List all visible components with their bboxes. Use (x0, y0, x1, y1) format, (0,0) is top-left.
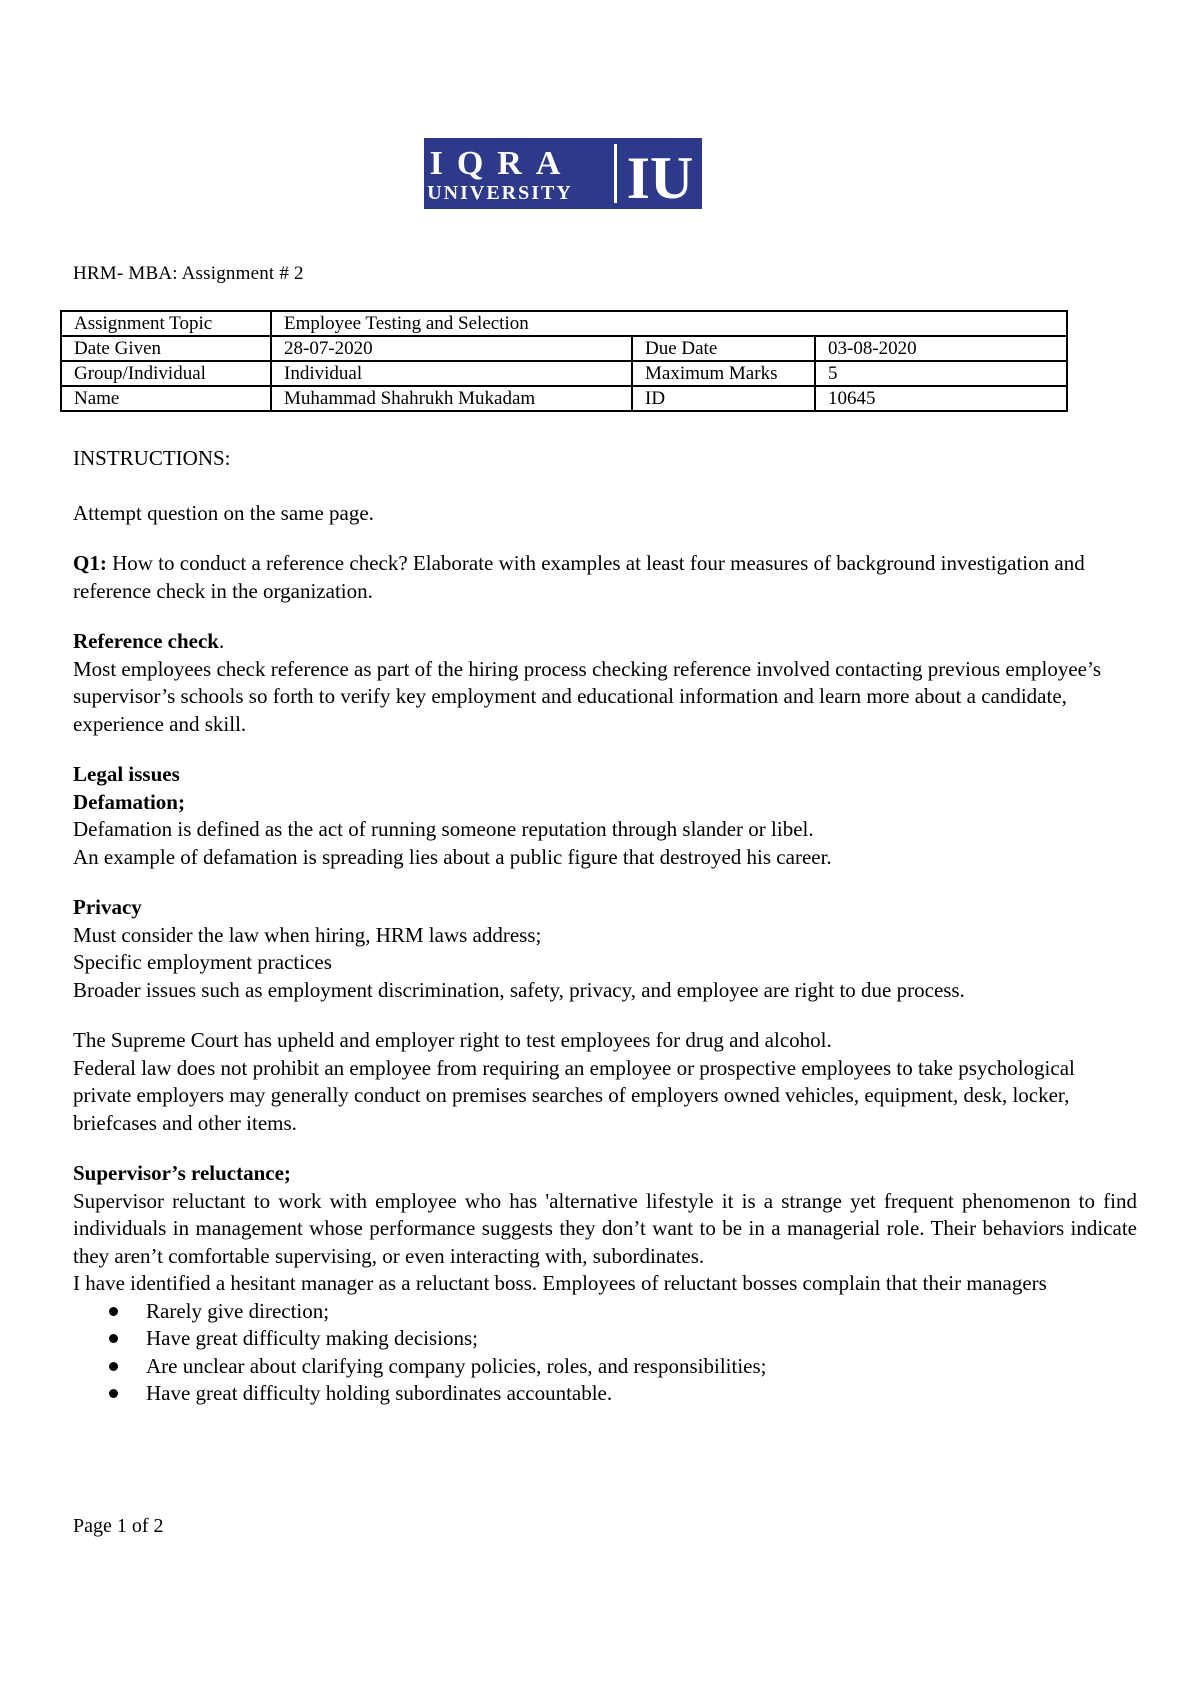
list-item (73, 1325, 1137, 1353)
question-text: How to conduct a reference check? Elaborate with examples at least four measures of background investigation and reference check in the organization. (73, 551, 1085, 603)
table-cell-label: Group/Individual (61, 361, 271, 386)
reluctance-paragraph: Supervisor reluctant to work with employee who has 'alternative lifestyle it is a strange yet frequent phenomenon to find individuals in management whose performance suggests they don’t want to be in a managerial role. Their behaviors indicate they aren’t comfortable supervising, or even interacting with, subordinates. (73, 1188, 1137, 1268)
question-label: Q1: (73, 551, 107, 575)
reference-check-heading (73, 628, 1137, 656)
privacy-line: The Supreme Court has upheld and employer right to test employees for drug and alcohol. (73, 1028, 832, 1052)
reluctance-bullet-list (73, 1298, 1137, 1408)
list-item-text: Have great difficulty making decisions; (146, 1326, 479, 1350)
list-item (73, 1298, 1137, 1326)
reference-check-heading-text: Reference check (73, 629, 219, 653)
logo-word-iqra: IQRA (429, 145, 575, 182)
table-cell-value: 03-08-2020 (815, 336, 1067, 361)
list-item-text: Have great difficulty holding subordinates accountable. (146, 1381, 613, 1405)
privacy-line: Must consider the law when hiring, HRM laws address; (73, 922, 542, 947)
table-cell-label: Maximum Marks (632, 361, 815, 386)
table-row (61, 386, 1067, 411)
table-cell-value: Employee Testing and Selection (271, 311, 1067, 336)
instructions-text: Attempt question on the same page. (73, 500, 374, 525)
table-cell-value: 10645 (815, 386, 1067, 411)
table-cell-label: Due Date (632, 336, 815, 361)
table-cell-value: 28-07-2020 (271, 336, 632, 361)
bullet-icon (109, 1334, 118, 1343)
defamation-example: An example of defamation is spreading lies about a public figure that destroyed his career. (73, 844, 832, 869)
logo-word-university: UNIVERSITY (427, 182, 573, 204)
reference-check-text: Most employees check reference as part of the hiring process checking reference involved contacting previous employee’s supervisor’s schools so forth to verify key employment and educational information and learn more about a candidate, experience and skill. (73, 656, 1102, 736)
privacy-line: Broader issues such as employment discrimination, safety, privacy, and employee are right to due process. (73, 977, 965, 1002)
document-body (73, 445, 1137, 1408)
question (73, 550, 1137, 605)
reference-check-heading-suffix: . (218, 629, 225, 653)
table-row (61, 361, 1067, 386)
table-cell-label: Date Given (61, 336, 271, 361)
assignment-title: HRM- MBA: Assignment # 2 (73, 263, 304, 284)
bullet-icon (109, 1362, 118, 1371)
privacy-line: Federal law does not prohibit an employee from requiring an employee or prospective employees to take psychological private employers may generally conduct on premises searches of employers owned vehicles, equipment, desk, locker, briefcases and other items. (73, 1055, 1075, 1135)
page-number: Page 1 of 2 (73, 1515, 164, 1537)
table-cell-value: Muhammad Shahrukh Mukadam (271, 386, 632, 411)
logo-mark-iu: IU (626, 145, 694, 209)
legal-issues-heading: Legal issues (73, 762, 180, 786)
list-item-text: Rarely give direction; (146, 1298, 330, 1323)
table-cell-value: 5 (815, 361, 1067, 386)
table-cell-label: Name (61, 386, 271, 411)
reluctance-heading: Supervisor’s reluctance; (73, 1161, 291, 1185)
table-cell-label: ID (632, 386, 815, 411)
iqra-university-logo (424, 138, 702, 209)
bullet-icon (109, 1389, 118, 1398)
assignment-info-table (60, 310, 1068, 412)
reluctance-paragraph: I have identified a hesitant manager as a reluctant boss. Employees of reluctant bosses complain that their managers (73, 1271, 1047, 1295)
table-row (61, 311, 1067, 336)
table-cell-value: Individual (271, 361, 632, 386)
defamation-heading: Defamation; (73, 789, 185, 814)
list-item-text: Are unclear about clarifying company policies, roles, and responsibilities; (146, 1353, 767, 1378)
instructions-heading: INSTRUCTIONS: (73, 446, 231, 470)
list-item (73, 1353, 1137, 1381)
list-item (73, 1380, 1137, 1408)
table-row (61, 336, 1067, 361)
privacy-heading: Privacy (73, 895, 142, 919)
table-cell-label: Assignment Topic (61, 311, 271, 336)
privacy-line: Specific employment practices (73, 950, 332, 974)
bullet-icon (109, 1307, 118, 1316)
defamation-line: Defamation is defined as the act of running someone reputation through slander or libel. (73, 817, 814, 841)
